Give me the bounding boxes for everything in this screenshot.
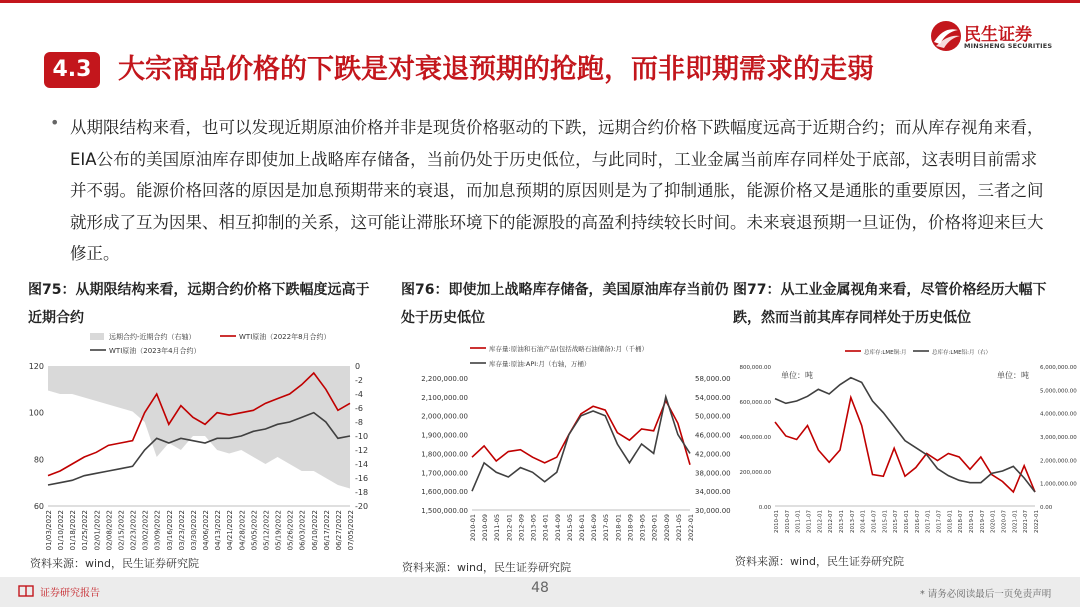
y-right-tick-label: 54,000.00: [695, 393, 731, 402]
brand-name-en: MINSHENG SECURITIES: [964, 42, 1053, 50]
y-left-tick-label: 200,000.00: [739, 470, 771, 476]
x-tick-label: 2017-05: [602, 514, 611, 542]
footer-report-label: 证券研究报告: [40, 588, 100, 599]
x-tick-label: 07/05/2022: [347, 510, 355, 551]
y-left-tick-label: 1,700,000.00: [421, 469, 468, 478]
chart-77-lme-inventory: [735, 340, 1080, 552]
x-tick-label: 01/18/2022: [69, 510, 78, 551]
x-tick-label: 05/26/2022: [286, 510, 295, 551]
x-tick-label: 2016-09: [590, 514, 599, 542]
y-right-tick-label: -20: [355, 502, 369, 511]
x-tick-label: 2022-01: [687, 514, 695, 542]
y-right-tick-label: 2,000,000.00: [1040, 458, 1077, 465]
y-left-tick-label: 0.00: [758, 505, 771, 511]
y-left-tick-label: 1,900,000.00: [421, 431, 468, 440]
page-number: 48: [531, 580, 549, 596]
figure-76-source: 资料来源：wind，民生证券研究院: [402, 561, 572, 574]
book-icon: [18, 585, 34, 597]
x-tick-label: 2016-01: [578, 514, 586, 542]
x-tick-label: 2010-01: [469, 514, 477, 542]
x-tick-label: 2020-07: [1001, 510, 1008, 533]
y-right-tick-label: 0: [355, 362, 361, 371]
x-tick-label: 2011-05: [493, 514, 502, 542]
x-tick-label: 2019-05: [638, 514, 647, 542]
footer-disclaimer: * 请务必阅读最后一页免责声明: [920, 589, 1052, 600]
x-tick-label: 03/16/2022: [165, 510, 174, 551]
y-right-tick-label: 6,000,000.00: [1040, 365, 1077, 371]
x-tick-label: 02/23/2022: [129, 510, 138, 551]
y-right-tick-label: -6: [355, 404, 363, 413]
x-tick-label: 2020-01: [990, 510, 997, 533]
x-tick-label: 2011-07: [806, 510, 813, 533]
x-tick-label: 03/09/2022: [153, 510, 162, 551]
y-right-tick-label: -8: [355, 418, 363, 427]
x-tick-label: 02/01/2022: [93, 510, 102, 551]
y-left-tick-label: 800,000.00: [739, 365, 771, 371]
x-tick-label: 2015-05: [565, 514, 574, 542]
x-tick-label: 2014-01: [860, 510, 867, 533]
x-tick-label: 04/13/2022: [214, 510, 223, 551]
y-right-tick-label: 46,000.00: [695, 431, 731, 440]
x-tick-label: 2016-07: [914, 510, 921, 533]
y-right-tick-label: -14: [355, 460, 369, 469]
x-tick-label: 2018-07: [958, 510, 965, 533]
series-line-1: [472, 397, 690, 491]
figure-75-source: 资料来源：wind，民生证券研究院: [30, 557, 200, 570]
x-tick-label: 04/28/2022: [238, 510, 247, 551]
y-left-tick-label: 2,200,000.00: [421, 375, 468, 383]
y-right-tick-label: 38,000.00: [695, 469, 731, 478]
x-tick-label: 2014-07: [871, 510, 878, 533]
x-tick-label: 2010-07: [784, 510, 791, 533]
series-line-0: [775, 398, 1035, 493]
x-tick-label: 2011-01: [795, 510, 802, 533]
figure-75-caption: 图75：从期限结构来看，远期合约价格下跌幅度远高于近期合约: [28, 282, 370, 326]
chart-75-term-structure: [28, 328, 388, 556]
legend-label: 总库存:LME铜:月: [864, 350, 907, 356]
x-tick-label: 03/02/2022: [141, 510, 150, 551]
legend-label: 总库存:LME铝:月（右）: [932, 350, 991, 356]
y-right-tick-label: -2: [355, 376, 363, 385]
legend-label: WTI原油（2022年8月合约）: [239, 333, 331, 341]
x-tick-label: 2010-01: [774, 510, 780, 533]
y-right-tick-label: 58,000.00: [695, 375, 731, 383]
x-tick-label: 2018-01: [947, 510, 954, 533]
summary-paragraph: 从期限结构来看，也可以发现近期原油价格并非是现货价格驱动的下跌，远期合约价格下跌幅度远高于近期合约；而从库存视角来看，EIA公布的美国原油库存即使加上战略库存储备，当前仍处于历史低位，与此同时，工业金属当前库存同样处于底部，这表明目前需求并不弱。能源价格回落的原因是加息预期带来的衰退，而加息预期的原因则是为了抑制通胀，能源价格又是通胀的重要原因，三者之间就形成了互为因果、相互抑制的关系，这可能让滞胀环境下的能源股的高盈利持续较长时间。未来衰退预期一旦证伪，价格将迎来巨大修正。: [70, 118, 1044, 263]
top-accent-line: [0, 0, 1080, 3]
x-tick-label: 2012-09: [517, 514, 526, 542]
x-tick-label: 05/12/2022: [262, 510, 271, 551]
x-tick-label: 2022-01: [1034, 510, 1040, 533]
chart-76-crude-inventory: [400, 338, 731, 558]
x-tick-label: 02/08/2022: [105, 510, 114, 551]
y-left-tick-label: 120: [28, 362, 44, 371]
y-left-tick-label: 100: [28, 408, 44, 418]
x-tick-label: 2018-01: [614, 514, 623, 542]
x-tick-label: 2012-01: [505, 514, 514, 542]
x-tick-label: 2016-01: [904, 510, 910, 533]
y-left-tick-label: 1,500,000.00: [421, 507, 468, 515]
x-tick-label: 04/21/2022: [226, 510, 235, 551]
x-tick-label: 02/15/2022: [117, 510, 126, 551]
x-tick-label: 2013-05: [529, 514, 538, 542]
x-tick-label: 2014-09: [553, 514, 562, 542]
x-tick-label: 06/03/2022: [298, 510, 307, 551]
x-tick-label: 2019-07: [979, 510, 986, 533]
y-right-tick-label: 50,000.00: [695, 412, 731, 421]
y-right-tick-label: 42,000.00: [695, 450, 731, 459]
legend-swatch: [90, 333, 104, 340]
x-tick-label: 2010-09: [481, 514, 490, 542]
x-tick-label: 04/06/2022: [202, 510, 211, 551]
y-right-tick-label: 34,000.00: [695, 488, 731, 497]
legend-label: 库存量:原油和石油产品(包括战略石油储备):月（千桶）: [489, 345, 648, 353]
left-unit-label: 单位：吨: [781, 371, 813, 380]
x-tick-label: 2020-09: [662, 514, 671, 542]
y-right-tick-label: -10: [355, 432, 369, 441]
x-tick-label: 2014-01: [541, 514, 550, 542]
x-tick-label: 03/23/2022: [177, 510, 186, 551]
legend-label: WTI原油（2023年4月合约）: [109, 347, 201, 355]
legend-label: 远期合约-近期合约（右轴）: [109, 333, 196, 341]
x-tick-label: 06/27/2022: [334, 510, 343, 551]
y-right-tick-label: 4,000,000.00: [1040, 411, 1077, 418]
x-tick-label: 01/25/2022: [81, 510, 90, 551]
x-tick-label: 06/10/2022: [310, 510, 319, 551]
y-left-tick-label: 80: [33, 455, 44, 465]
y-right-tick-label: 0.00: [1040, 505, 1053, 511]
y-right-tick-label: 3,000,000.00: [1040, 435, 1077, 441]
x-tick-label: 2013-01: [839, 510, 845, 533]
x-tick-label: 2020-01: [650, 514, 659, 542]
y-right-tick-label: 1,000,000.00: [1040, 481, 1077, 488]
series-area-0: [48, 366, 350, 489]
brand-name-cn: 民生证券: [964, 25, 1032, 45]
y-left-tick-label: 2,100,000.00: [421, 393, 468, 402]
figure-76-caption: 图76：即使加上战略库存储备，美国原油库存当前仍处于历史低位: [401, 282, 729, 326]
x-tick-label: 01/10/2022: [57, 510, 66, 551]
y-right-tick-label: -12: [355, 446, 369, 455]
x-tick-label: 2018-09: [626, 514, 635, 542]
legend-label: 库存量:原油:API:月（右轴，万桶）: [489, 360, 591, 368]
section-number-badge: 4.3: [44, 52, 100, 88]
y-right-tick-label: -16: [355, 474, 369, 483]
y-left-tick-label: 1,600,000.00: [421, 488, 468, 497]
x-tick-label: 05/05/2022: [250, 510, 259, 551]
page-title: 大宗商品价格的下跌是对衰退预期的抢跑，而非即期需求的走弱: [118, 54, 874, 85]
figure-77-caption: 图77：从工业金属视角来看，尽管价格经历大幅下跌，然而当前其库存同样处于历史低位: [733, 282, 1047, 326]
y-right-tick-label: 30,000.00: [695, 507, 731, 515]
x-tick-label: 2021-05: [674, 514, 683, 542]
x-tick-label: 2015-01: [882, 510, 889, 533]
x-tick-label: 05/19/2022: [274, 510, 283, 551]
x-tick-label: 2017-01: [925, 510, 932, 533]
x-tick-label: 2012-07: [828, 510, 835, 533]
x-tick-label: 01/03/2022: [45, 510, 53, 551]
x-tick-label: 03/30/2022: [189, 510, 198, 551]
bullet-icon: •: [50, 113, 60, 132]
right-unit-label: 单位：吨: [997, 371, 1029, 380]
x-tick-label: 2019-01: [969, 510, 975, 533]
x-tick-label: 2015-07: [893, 510, 900, 533]
y-left-tick-label: 400,000.00: [739, 435, 771, 441]
y-left-tick-label: 2,000,000.00: [421, 412, 468, 421]
y-right-tick-label: 5,000,000.00: [1040, 388, 1077, 395]
x-tick-label: 2017-07: [936, 510, 943, 533]
y-right-tick-label: -4: [355, 390, 363, 399]
y-left-tick-label: 60: [33, 502, 44, 511]
figure-77-source: 资料来源：wind，民生证券研究院: [735, 555, 905, 568]
x-tick-label: 2021-07: [1023, 510, 1030, 533]
x-tick-label: 2012-01: [817, 510, 824, 533]
x-tick-label: 2013-07: [849, 510, 856, 533]
x-tick-label: 2021-01: [1012, 510, 1019, 533]
y-right-tick-label: -18: [355, 488, 369, 497]
x-tick-label: 06/17/2022: [322, 510, 331, 551]
y-left-tick-label: 1,800,000.00: [421, 450, 468, 459]
y-left-tick-label: 600,000.00: [739, 400, 771, 406]
